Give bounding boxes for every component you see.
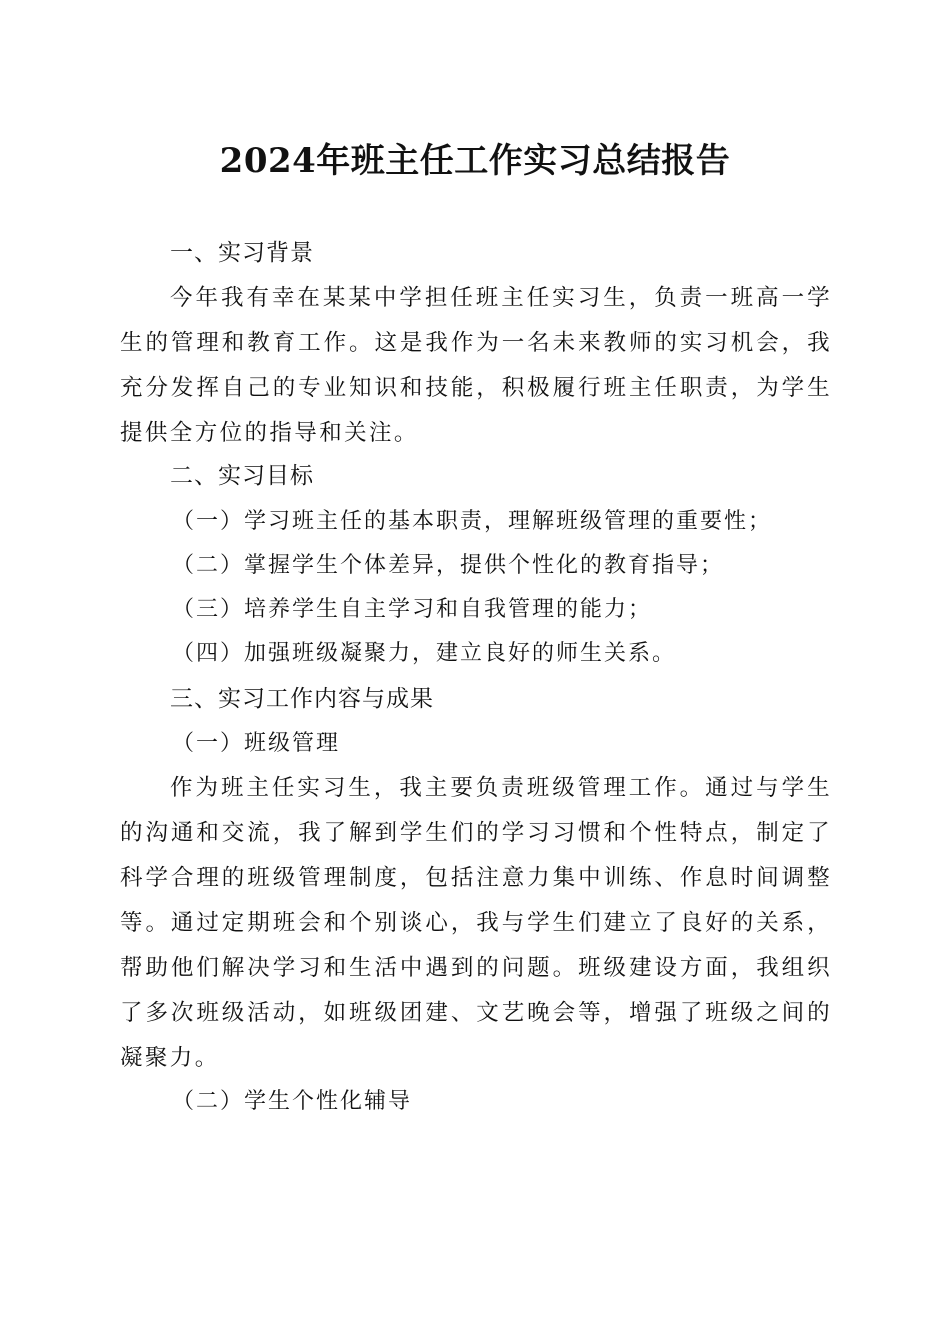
section-heading-goals: 二、实习目标	[170, 463, 314, 489]
background-paragraph: 今年我有幸在某某中学担任班主任实习生，负责一班高一学生的管理和教育工作。这是我作为一名未来教师的实习机会，我充分发挥自己的专业知识和技能，积极履行班主任职责，为学生提供全方位的指导和关注。	[120, 285, 832, 446]
section-heading-work: 三、实习工作内容与成果	[170, 686, 434, 712]
class-management-paragraph: 作为班主任实习生，我主要负责班级管理工作。通过与学生的沟通和交流，我了解到学生们的学习习惯和个性特点，制定了科学合理的班级管理制度，包括注意力集中训练、作息时间调整等。通过定期班会和个别谈心，我与学生们建立了良好的关系，帮助他们解决学习和生活中遇到的问题。班级建设方面，我组织了多次班级活动，如班级团建、文艺晚会等，增强了班级之间的凝聚力。	[120, 775, 832, 1071]
goal-item: （一）学习班主任的基本职责，理解班级管理的重要性；	[172, 509, 773, 534]
goal-item: （四）加强班级凝聚力，建立良好的师生关系。	[172, 641, 677, 666]
subsection-heading-tutoring: （二）学生个性化辅导	[172, 1089, 413, 1114]
goal-item: （二）掌握学生个体差异，提供个性化的教育指导；	[172, 553, 725, 578]
goal-item: （三）培养学生自主学习和自我管理的能力；	[172, 597, 653, 622]
section-heading-background: 一、实习背景	[170, 240, 314, 266]
subsection-heading-class-management: （一）班级管理	[172, 731, 341, 756]
document-title: 2024年班主任工作实习总结报告	[219, 141, 731, 181]
